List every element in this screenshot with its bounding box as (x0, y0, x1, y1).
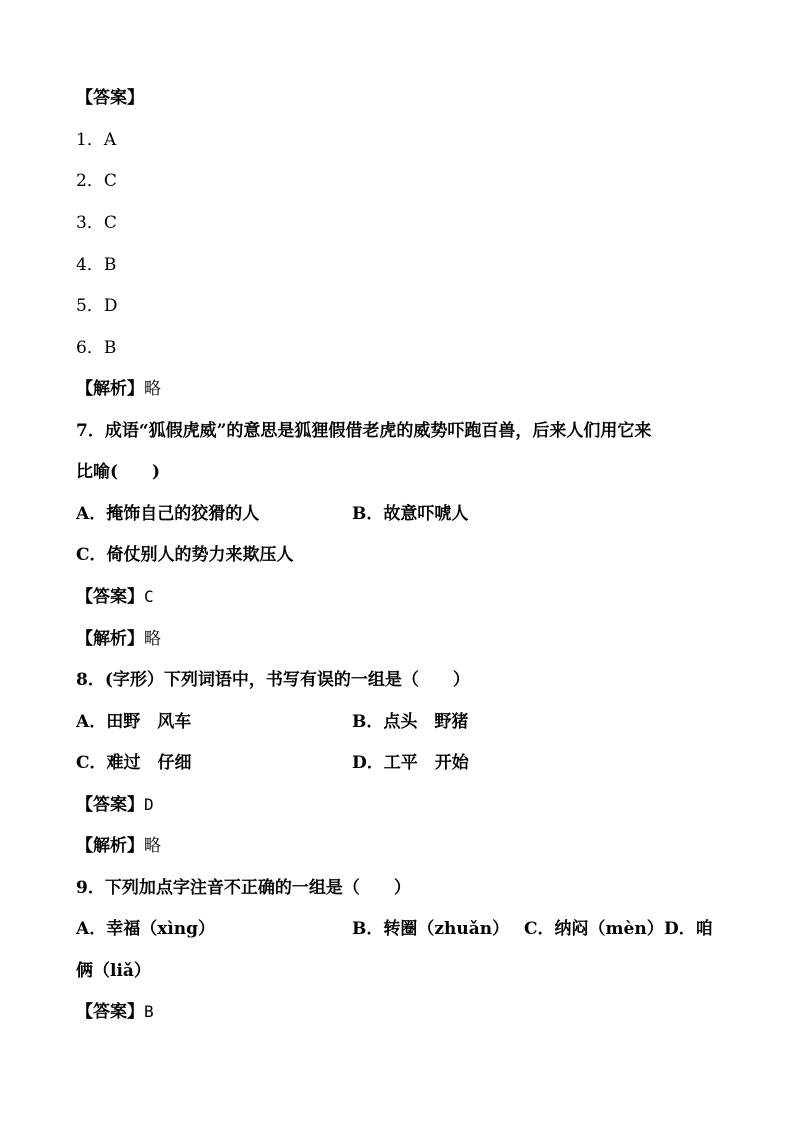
q7-analysis (76, 625, 161, 653)
q9-answer (76, 998, 154, 1026)
answer-item-1: 1．A (76, 130, 117, 150)
q7-options-row1 (0, 500, 794, 528)
q8-answer-label: 【答案】 (76, 795, 144, 815)
q9-option-d: D．咱 (664, 919, 713, 939)
q8-stem: 8．(字形）下列词语中，书写有误的一组是（ ） (76, 670, 470, 690)
q7-analysis-label: 【解析】 (76, 629, 144, 649)
q9-option-d-continued: 俩（liǎ） (76, 961, 151, 981)
q7-answer-label: 【答案】 (76, 587, 144, 607)
answer-item-2: 2．C (76, 171, 117, 191)
q7-stem-line1: 7．成语“狐假虎威”的意思是狐狸假借老虎的威势吓跑百兽，后来人们用它来 (76, 421, 652, 441)
q9-option-c: C．纳闷（mèn） (524, 919, 664, 939)
analysis-text: 略 (144, 379, 161, 399)
q8-option-d: D．工平 开始 (352, 753, 469, 773)
q8-options-row1 (0, 708, 794, 736)
q7-analysis-text: 略 (144, 629, 161, 649)
q8-options-row2 (0, 749, 794, 777)
q7-option-a: A．掩饰自己的狡猾的人 (76, 504, 260, 524)
q9-options-row (0, 915, 794, 943)
q8-analysis (76, 832, 161, 860)
analysis-line-1 (76, 375, 161, 403)
q8-option-a: A．田野 风车 (76, 712, 192, 732)
q8-option-c: C．难过 仔细 (76, 753, 192, 773)
q8-answer-value: D (144, 795, 154, 814)
q9-stem: 9．下列加点字注音不正确的一组是（ ） (76, 878, 411, 898)
q9-option-b: B．转圈（zhuǎn） (352, 919, 510, 939)
q7-answer (76, 583, 154, 611)
answer-item-6: 6．B (76, 338, 117, 358)
answer-header-label: 【答案】 (76, 88, 144, 108)
q8-answer (76, 791, 154, 819)
q8-analysis-text: 略 (144, 836, 161, 856)
q7-answer-value: C (144, 587, 154, 606)
q9-answer-label: 【答案】 (76, 1002, 144, 1022)
q9-option-a: A．幸福（xìng） (76, 919, 216, 939)
answer-header (76, 84, 144, 112)
answer-item-3: 3．C (76, 213, 117, 233)
q8-analysis-label: 【解析】 (76, 836, 144, 856)
q7-stem-line2: 比喻( ) (76, 462, 161, 482)
answer-item-5: 5．D (76, 296, 118, 316)
q9-answer-value: B (144, 1002, 154, 1021)
q7-option-c: C．倚仗别人的势力来欺压人 (76, 545, 294, 565)
q8-option-b: B．点头 野猪 (352, 712, 469, 732)
analysis-label: 【解析】 (76, 379, 144, 399)
answer-item-4: 4．B (76, 255, 117, 275)
q7-option-b: B．故意吓唬人 (352, 504, 469, 524)
